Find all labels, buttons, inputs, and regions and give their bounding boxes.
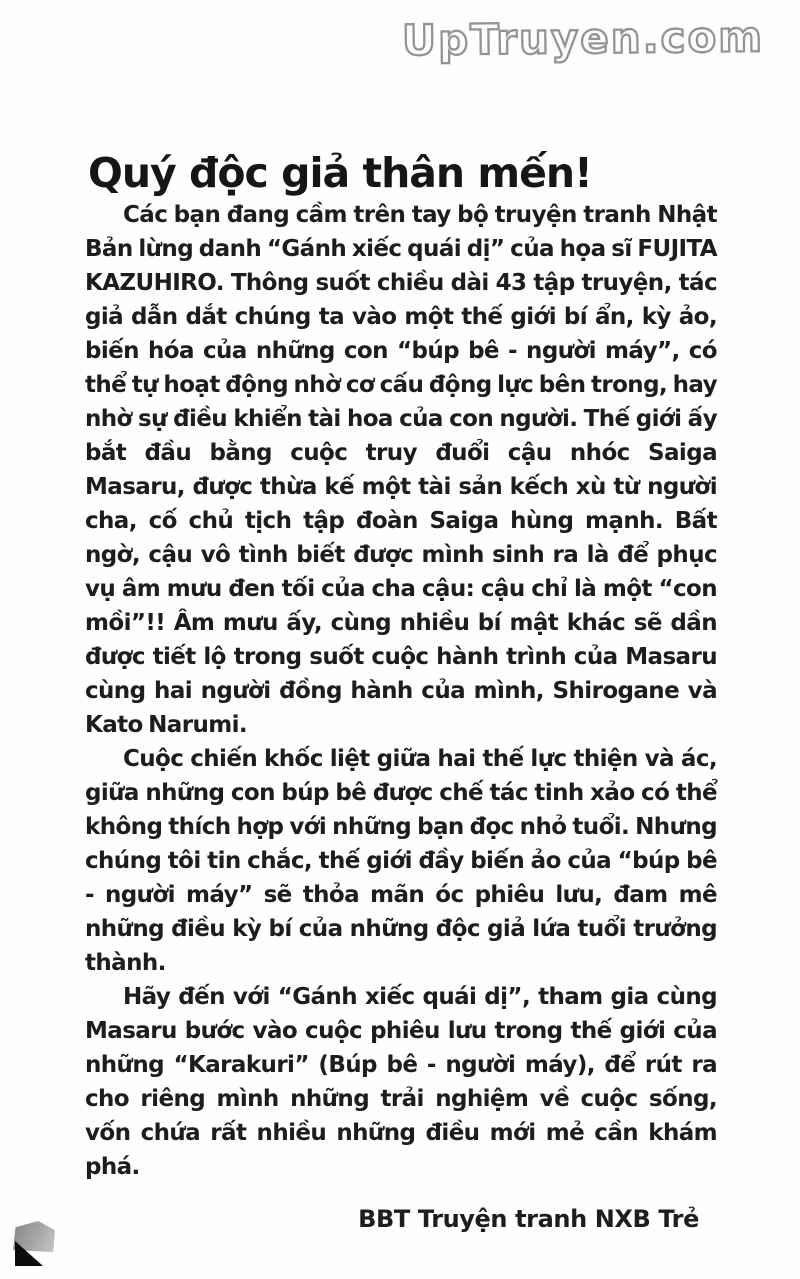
paragraph-intro: Các bạn đang cầm trên tay bộ truyện tranh Nhật Bản lừng danh “Gánh xiếc quái dị” của họa sĩ FUJITA KAZUHIRO. Thông suốt chiều dài 43 tập truyện, tác giả dẫn dắt chúng ta vào một thế giới bí ẩn, kỳ ảo, biến hóa của những con “búp bê - người máy”, có thể tự hoạt động nhờ cơ cấu động lực bên trong, hay nhờ sự điều khiển tài hoa của con người. Thế giới ấy bắt đầu bằng cuộc truy đuổi cậu nhóc Saiga Masaru, được thừa kế một tài sản kếch xù từ người cha, cố chủ tịch tập đoàn Saiga hùng mạnh. Bất ngờ, cậu vô tình biết được mình sinh ra là để phục vụ âm mưu đen tối của cha cậu: cậu chỉ là một “con mồi”!! Âm mưu ấy, cùng nhiều bí mật khác sẽ dần được tiết lộ trong suốt cuộc hành trình của Masaru cùng hai người đồng hành của mình, Shirogane và Kato Narumi. [85, 202, 717, 738]
uptruyen-watermark-logo: UpTruyen.com [401, 12, 765, 65]
page-title: Quý độc giả thân mến! [88, 149, 592, 198]
foreword-body [85, 198, 717, 1236]
paragraph-invitation: Hãy đến với “Gánh xiếc quái dị”, tham gia cùng Masaru bước vào cuộc phiêu lưu trong thế giới của những “Karakuri” (Búp bê - người máy), để rút ra cho riêng mình những trải nghiệm về cuộc sống, vốn chứa rất nhiều những điều mới mẻ cần khám phá. [85, 984, 717, 1180]
signature-line: BBT Truyện tranh NXB Trẻ [358, 1205, 699, 1233]
paragraph-audience: Cuộc chiến khốc liệt giữa hai thế lực thiện và ác, giữa những con búp bê được chế tác tinh xảo có thể không thích hợp với những bạn đọc nhỏ tuổi. Nhưng chúng tôi tin chắc, thế giới đầy biến ảo của “búp bê - người máy” sẽ thỏa mãn óc phiêu lưu, đam mê những điều kỳ bí của những độc giả lứa tuổi trưởng thành. [85, 746, 717, 976]
